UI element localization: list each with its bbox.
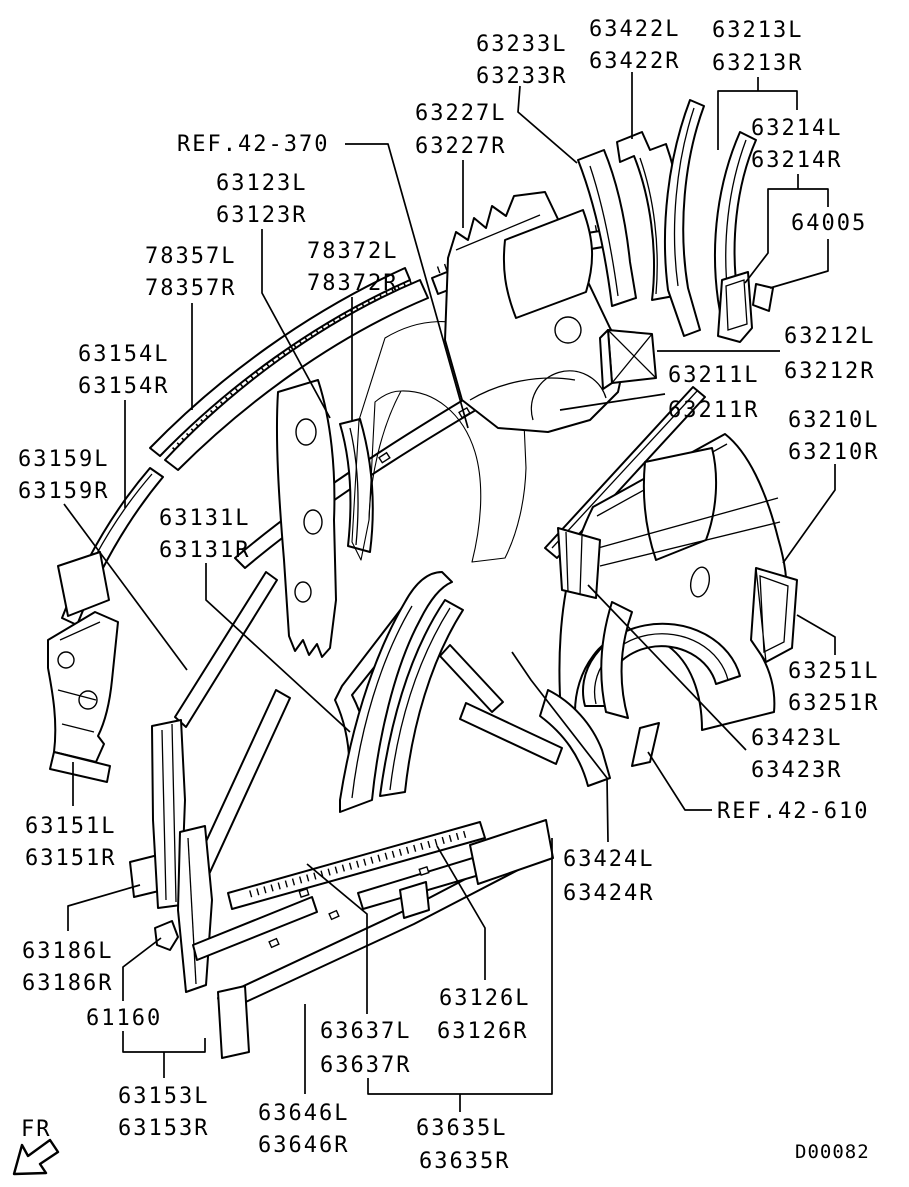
fr-arrow-icon xyxy=(14,1140,58,1174)
leader-63251 xyxy=(797,615,835,655)
label-63635R: 63635R xyxy=(419,1149,511,1174)
label-63637R: 63637R xyxy=(320,1053,412,1078)
leader-ref42-610 xyxy=(648,752,712,810)
label-63424R: 63424R xyxy=(563,881,655,906)
part-a-pillar-brace xyxy=(175,572,277,727)
label-63159L: 63159L xyxy=(18,447,110,472)
part-63151-liner xyxy=(58,552,109,616)
label-63210L: 63210L xyxy=(788,408,880,433)
label-63637L: 63637L xyxy=(320,1019,412,1044)
label-61160: 61160 xyxy=(86,1006,163,1031)
label-63126R: 63126R xyxy=(437,1019,529,1044)
label-63210R: 63210R xyxy=(788,440,880,465)
label-78372L: 78372L xyxy=(307,239,399,264)
label-63646R: 63646R xyxy=(258,1133,350,1158)
label-63422R: 63422R xyxy=(589,49,681,74)
leader-61160-bracket xyxy=(123,1031,205,1052)
label-64005: 64005 xyxy=(791,211,868,236)
part-rear-door-lower-rail xyxy=(440,645,503,712)
label-63151L: 63151L xyxy=(25,814,117,839)
label-63212L: 63212L xyxy=(784,324,876,349)
label-63186L: 63186L xyxy=(22,939,114,964)
label-63123L: 63123L xyxy=(216,171,308,196)
fr-label: FR xyxy=(21,1117,52,1142)
label-63159R: 63159R xyxy=(18,479,110,504)
leader-63214-bracket xyxy=(745,189,828,283)
leader-63233 xyxy=(518,86,577,163)
label-63153L: 63153L xyxy=(118,1084,210,1109)
label-63227R: 63227R xyxy=(415,134,507,159)
part-63151-hinge-pillar xyxy=(48,612,118,762)
label-63233L: 63233L xyxy=(476,32,568,57)
label-63227L: 63227L xyxy=(415,101,507,126)
label-63211R: 63211R xyxy=(668,398,760,423)
label-63131L: 63131L xyxy=(159,506,251,531)
fr-direction-marker xyxy=(14,1117,58,1174)
label-63646L: 63646L xyxy=(258,1101,350,1126)
label-63422L: 63422L xyxy=(589,17,681,42)
label-63233R: 63233R xyxy=(476,64,568,89)
label-63154R: 63154R xyxy=(78,374,170,399)
label-63214R: 63214R xyxy=(751,148,843,173)
label-63131R: 63131R xyxy=(159,538,251,563)
label-63213R: 63213R xyxy=(712,51,804,76)
leader-63186 xyxy=(68,885,140,931)
label-63423R: 63423R xyxy=(751,758,843,783)
label-ref-42-610: REF.42-610 xyxy=(717,799,870,824)
label-78357L: 78357L xyxy=(145,244,237,269)
label-63154L: 63154L xyxy=(78,342,170,367)
leader-63210 xyxy=(783,464,835,563)
label-63214L: 63214L xyxy=(751,116,843,141)
label-63251R: 63251R xyxy=(788,691,880,716)
label-78357R: 78357R xyxy=(145,276,237,301)
label-63251L: 63251L xyxy=(788,659,880,684)
part-61160-clip xyxy=(155,921,178,950)
leader-64005 xyxy=(770,239,828,288)
leader-61160-up xyxy=(123,938,161,1001)
part-64005-clip xyxy=(753,284,773,311)
label-63126L: 63126L xyxy=(439,986,531,1011)
label-63212R: 63212R xyxy=(784,359,876,384)
label-63424L: 63424L xyxy=(563,847,655,872)
label-ref-42-370: REF.42-370 xyxy=(177,132,330,157)
part-quarter-inner-front xyxy=(558,528,600,598)
label-63123R: 63123R xyxy=(216,203,308,228)
label-63211L: 63211L xyxy=(668,363,760,388)
label-63423L: 63423L xyxy=(751,726,843,751)
label-63151R: 63151R xyxy=(25,846,117,871)
label-63635L: 63635L xyxy=(416,1116,508,1141)
label-78372R: 78372R xyxy=(307,271,399,296)
label-63213L: 63213L xyxy=(712,18,804,43)
part-ref42610-clip xyxy=(632,723,659,766)
label-63153R: 63153R xyxy=(118,1116,210,1141)
diagram-code: D00082 xyxy=(795,1141,870,1163)
label-63186R: 63186R xyxy=(22,971,114,996)
part-63213-pillar xyxy=(665,100,704,336)
